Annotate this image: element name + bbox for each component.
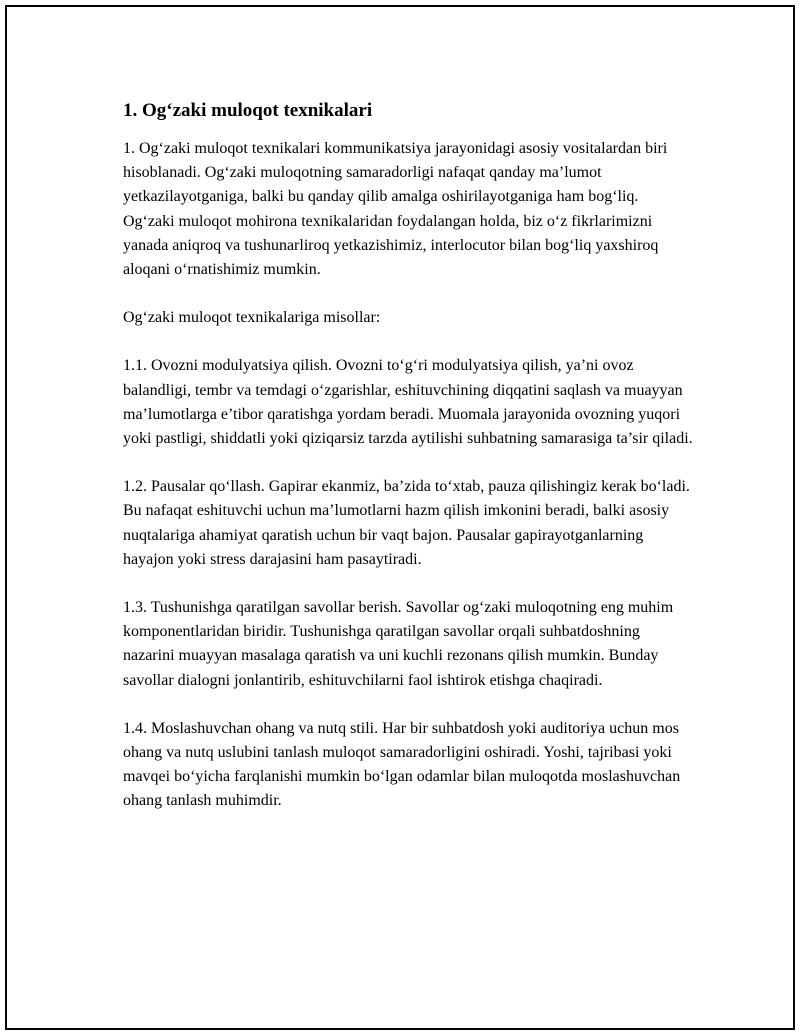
document-body: [123, 99, 693, 838]
voice-modulation-paragraph: 1.1. Ovozni modulyatsiya qilish. Ovozni to‘g‘ri modulyatsiya qilish, ya’ni ovoz balandligi, tembr va temdagi o‘zgarishlar, eshituvchining diqqatini saqlash va muayyan ma’lumotlarga e’tibor qaratishga yordam beradi. Muomala jarayonida ovozning yuqori yoki pastligi, shiddatli yoki qiziqarsiz tarzda aytilishi suhbatning samarasiga ta’sir qiladi.: [123, 357, 693, 448]
adaptive-tone-paragraph: 1.4. Moslashuvchan ohang va nutq stili. Har bir suhbatdosh yoki auditoriya uchun mos ohang va nutq uslubini tanlash muloqot samaradorligini oshiradi. Yoshi, tajribasi yoki mavqei bo‘yicha farqlanishi mumkin bo‘lgan odamlar bilan muloqotda moslashuvchan ohang tanlash muhimdir.: [123, 719, 681, 810]
pauses-paragraph: 1.2. Pausalar qo‘llash. Gapirar ekanmiz, ba’zida to‘xtab, pauza qilishingiz kerak bo‘ladi. Bu nafaqat eshituvchi uchun ma’lumotlarni hazm qilish imkonini beradi, balki asosiy nuqtalariga ahamiyat qaratish uchun bir vaqt bajon. Pausalar gapirayotganlarning hayajon yoki stress darajasini ham pasaytiradi.: [123, 478, 690, 568]
section-heading: 1. Og‘zaki muloqot texnikalari: [123, 100, 373, 121]
examples-intro-paragraph: Og‘zaki muloqot texnikalariga misollar:: [123, 309, 381, 327]
intro-paragraph: 1. Og‘zaki muloqot texnikalari kommunikatsiya jarayonidagi asosiy vositalardan biri hisoblanadi. Og‘zaki muloqotning samaradorligi nafaqat qanday ma’lumot yetkazilayotganiga, balki bu qanday qilib amalga oshirilayotganiga ham bog‘liq. Og‘zaki muloqot mohirona texnikalaridan foydalangan holda, biz o‘z fikrlarimizni yanada aniqroq va tushunarliroq yetkazishimiz, interlocutor bilan bog‘liq yaxshiroq aloqani o‘rnatishimiz mumkin.: [123, 140, 668, 279]
page-frame: [5, 5, 795, 1030]
questions-paragraph: 1.3. Tushunishga qaratilgan savollar berish. Savollar og‘zaki muloqotning eng muhim komponentlaridan biridir. Tushunishga qaratilgan savollar orqali suhbatdoshning nazarini muayyan masalaga qaratish va uni kuchli rezonans qilish mumkin. Bunday savollar dialogni jonlantirib, eshituvchilarni faol ishtirok etishga chaqiradi.: [123, 599, 674, 689]
